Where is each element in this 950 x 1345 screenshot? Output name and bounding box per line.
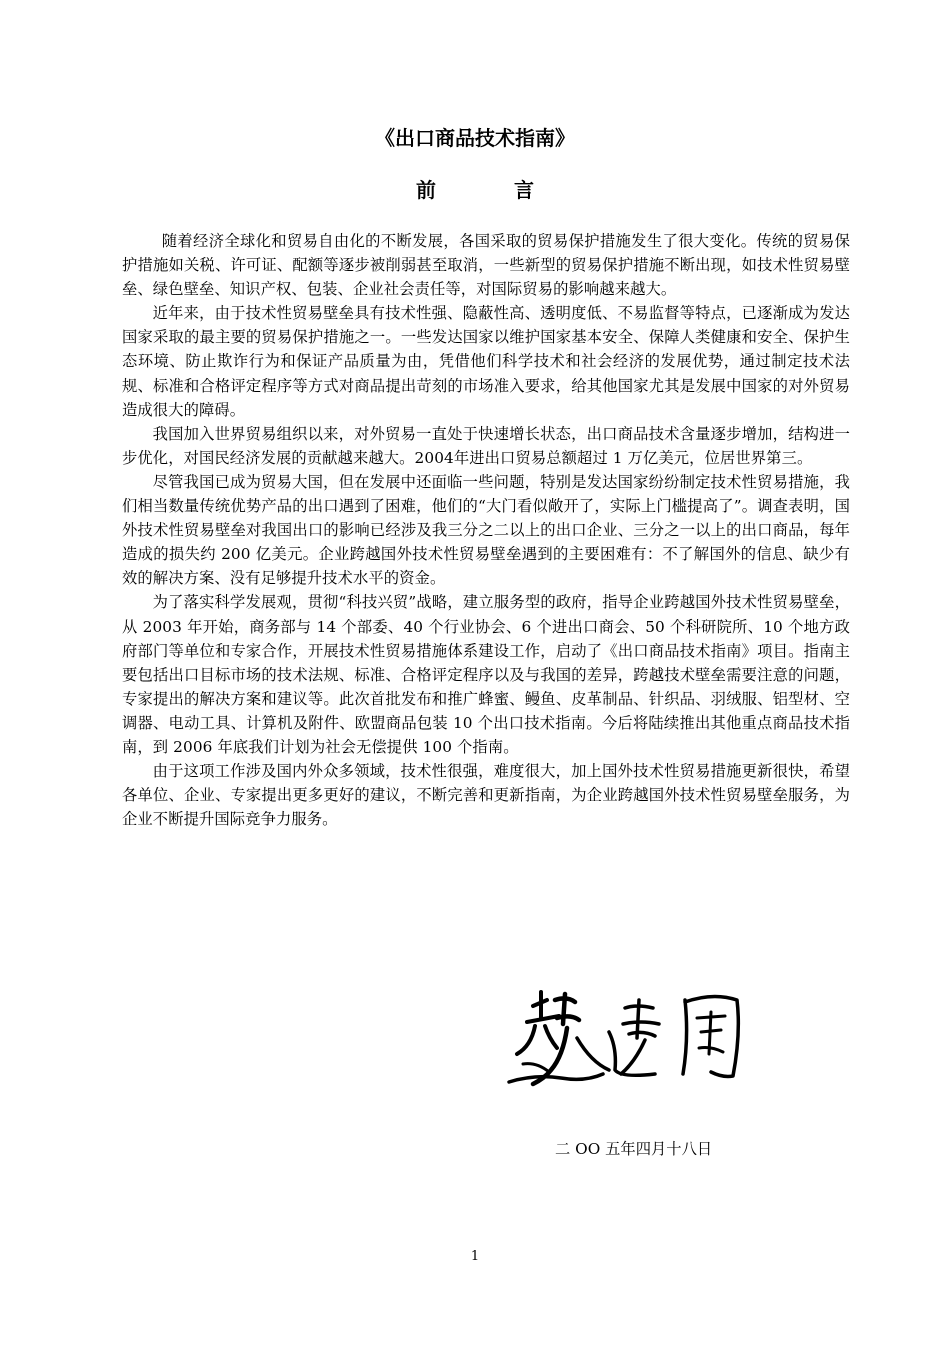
- section-title: 前言: [416, 178, 612, 202]
- paragraph-3: 我国加入世界贸易组织以来，对外贸易一直处于快速增长状态，出口商品技术含量逐步增加，结构进一步优化，对国民经济发展的贡献越来越大。2004年进出口贸易总额超过 1 万亿美元，位居世界第三。: [122, 424, 850, 467]
- handwritten-signature: [505, 978, 755, 1118]
- body-text: [122, 229, 850, 831]
- paragraph-2: 近年来，由于技术性贸易壁垒具有技术性强、隐蔽性高、透明度低、不易监督等特点，已逐渐成为发达国家采取的最主要的贸易保护措施之一。一些发达国家以维护国家基本安全、保障人类健康和安全、保护生态环境、防止欺诈行为和保证产品质量为由，凭借他们科学技术和社会经济的发展优势，通过制定技术法规、标准和合格评定程序等方式对商品提出苛刻的市场准入要求，给其他国家尤其是发展中国家的对外贸易造成很大的障碍。: [122, 304, 850, 419]
- paragraph-5: 为了落实科学发展观，贯彻“科技兴贸”战略，建立服务型的政府，指导企业跨越国外技术性贸易壁垒，从 2003 年开始，商务部与 14 个部委、40 个行业协会、6 个进出口商会、50 个科研院所、10 个地方政府部门等单位和专家合作，开展技术性贸易措施体系建设工作，启动了《出口商品技术指南》项目。指南主要包括出口目标市场的技术法规、标准、合格评定程序以及与我国的差异，跨越技术壁垒需要注意的问题，专家提出的解决方案和建议等。此次首批发布和推广蜂蜜、鳗鱼、皮革制品、针织品、羽绒服、铝型材、空调器、电动工具、计算机及附件、欧盟商品包装 10 个出口技术指南。今后将陆续推出其他重点商品技术指南，到 2006 年底我们计划为社会无偿提供 100 个指南。: [122, 593, 850, 756]
- date: 二 OO 五年四月十八日: [555, 1140, 713, 1158]
- paragraph-6: 由于这项工作涉及国内外众多领域，技术性很强，难度很大，加上国外技术性贸易措施更新很快，希望各单位、企业、专家提出更多更好的建议，不断完善和更新指南，为企业跨越国外技术性贸易壁垒服务，为企业不断提升国际竞争力服务。: [122, 762, 850, 829]
- page-number: 1: [470, 1249, 480, 1264]
- paragraph-1: 随着经济全球化和贸易自由化的不断发展，各国采取的贸易保护措施发生了很大变化。传统的贸易保护措施如关税、许可证、配额等逐步被削弱甚至取消，一些新型的贸易保护措施不断出现，如技术性贸易壁垒、绿色壁垒、知识产权、包装、企业社会责任等，对国际贸易的影响越来越大。: [122, 232, 850, 299]
- paragraph-4: 尽管我国已成为贸易大国，但在发展中还面临一些问题，特别是发达国家纷纷制定技术性贸易措施，我们相当数量传统优势产品的出口遇到了困难，他们的“大门看似敞开了，实际上门槛提高了”。调查表明，国外技术性贸易壁垒对我国出口的影响已经涉及我三分之二以上的出口企业、三分之一以上的出口商品，每年造成的损失约 200 亿美元。企业跨越国外技术性贸易壁垒遇到的主要困难有：不了解国外的信息、缺少有效的解决方案、没有足够提升技术水平的资金。: [122, 472, 850, 588]
- document-title: 《出口商品技术指南》: [375, 126, 575, 150]
